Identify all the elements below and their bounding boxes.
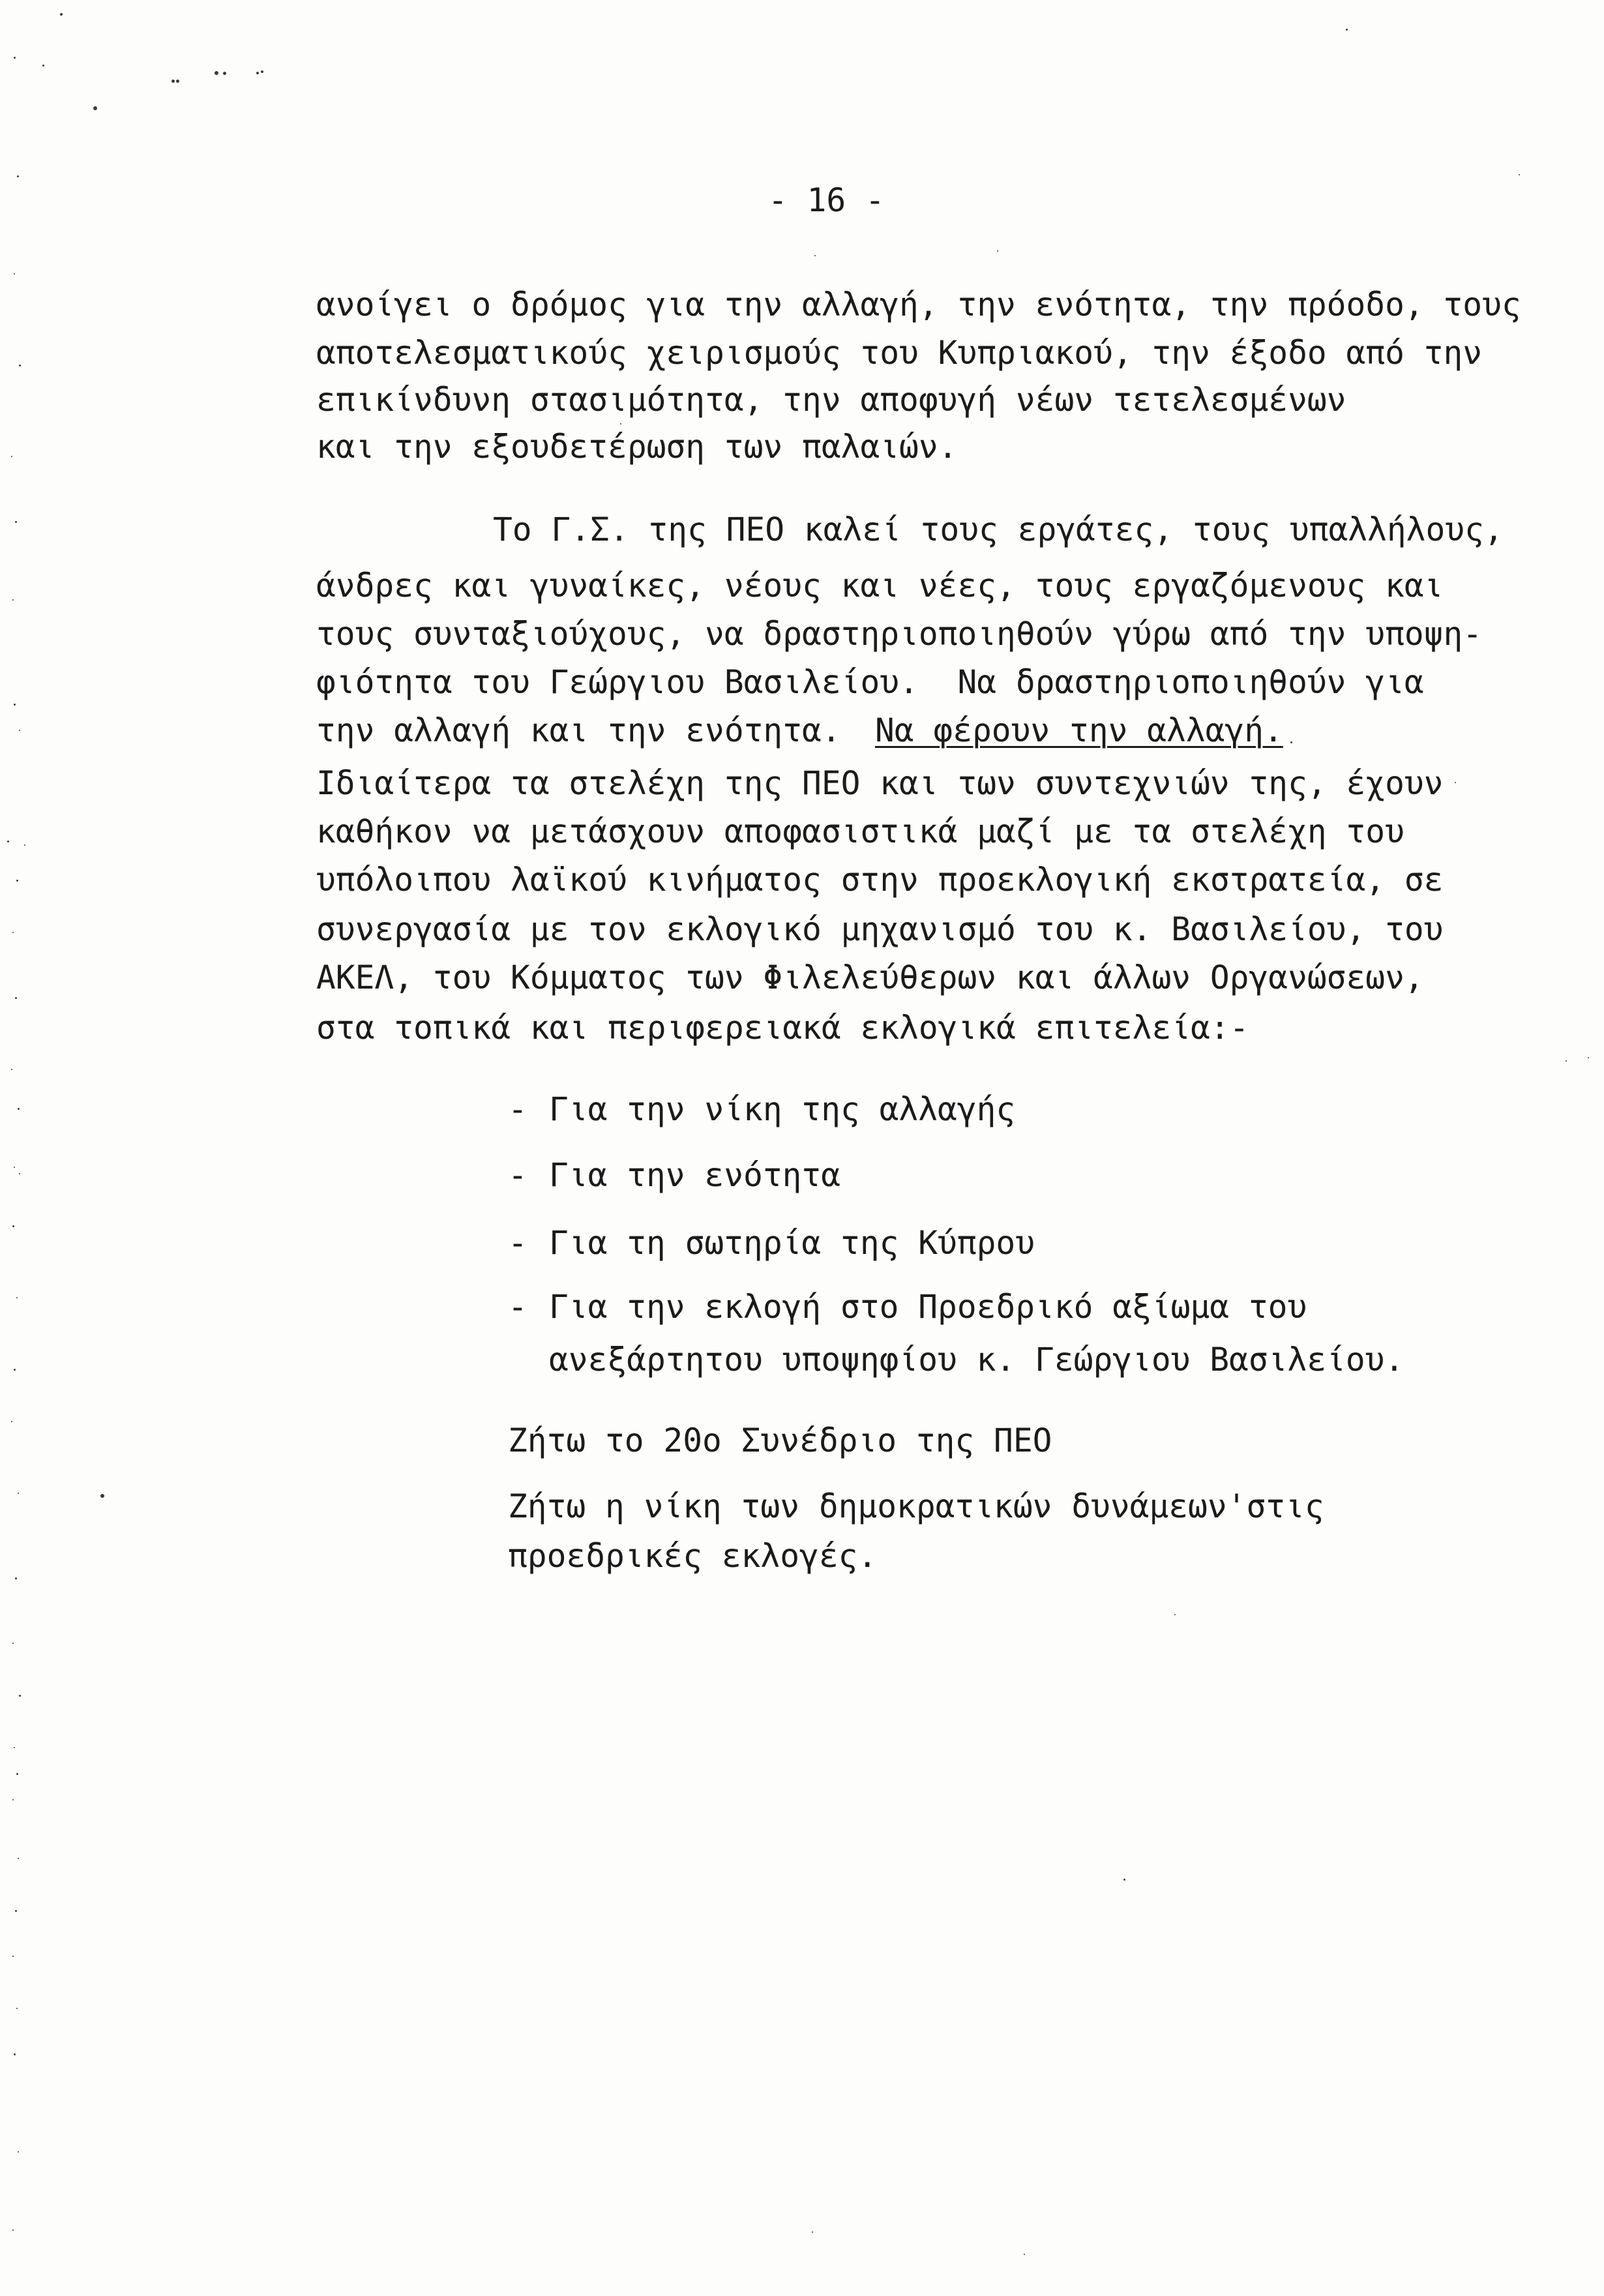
scan-speck <box>16 1297 18 1298</box>
list-dash: - <box>508 1224 527 1262</box>
scan-speck <box>1290 741 1292 743</box>
scan-speck <box>14 704 16 706</box>
scan-speck <box>15 521 17 523</box>
scan-speck <box>620 423 621 425</box>
scan-speck <box>24 844 25 846</box>
scan-speck <box>18 1108 20 1110</box>
scan-speck <box>1566 1060 1567 1062</box>
body-line: και την εξουδετέρωση των παλαιών. <box>316 428 958 466</box>
scan-speck <box>14 1369 16 1371</box>
list-dash: - <box>508 1090 527 1128</box>
list-item-text: Για τη σωτηρία της Κύπρου <box>549 1224 1035 1262</box>
body-line: Ιδιαίτερα τα στελέχη της ΠΕΟ και των συντεχνιών της, έχουν <box>316 764 1444 802</box>
scan-speck <box>11 456 12 457</box>
list-item-text: Για την νίκη της αλλαγής <box>549 1090 1016 1128</box>
body-line: υπόλοιπου λαϊκού κινήματος στην προεκλογική εκστρατεία, σε <box>316 861 1444 899</box>
scan-speck <box>223 72 226 75</box>
scan-speck <box>19 365 21 366</box>
list-dash: - <box>508 1288 527 1326</box>
body-line: την αλλαγή και την ενότητα. <box>316 711 841 749</box>
scan-speck <box>14 2053 16 2055</box>
body-line: συνεργασία με τον εκλογικό μηχανισμό του κ. Βασιλείου, του <box>316 910 1444 948</box>
scan-speck <box>12 2229 14 2231</box>
scan-speck <box>215 71 218 75</box>
body-line: φιότητα του Γεώργιου Βασιλείου. Να δραστηριοποιηθούν για <box>316 663 1424 701</box>
scan-speck <box>256 72 259 74</box>
scan-speck <box>16 880 18 882</box>
scan-speck <box>60 13 63 16</box>
scan-speck <box>14 273 15 275</box>
scan-speck <box>1024 2254 1025 2255</box>
scan-speck <box>12 1225 14 1227</box>
closing-line: Ζήτω το 20ο Συνέδριο της ΠΕΟ <box>508 1422 1052 1459</box>
body-line: άνδρες και γυναίκες, νέους και νέες, τους εργαζόμενους και <box>316 567 1444 604</box>
scan-speck <box>1588 1057 1589 1058</box>
scan-speck <box>18 1493 19 1494</box>
scan-speck <box>1519 174 1520 175</box>
scan-speck <box>100 1494 104 1498</box>
scan-speck <box>176 80 179 83</box>
scan-speck <box>18 2151 19 2153</box>
list-item-text: Για την εκλογή στο Προεδρικό αξίωμα του <box>549 1288 1307 1326</box>
body-line: Το Γ.Σ. της ΠΕΟ καλεί τους εργάτες, τους υπαλλήλους, <box>493 511 1504 548</box>
closing-line: Ζήτω η νίκη των δημοκρατικών δυνάμεων'στις <box>508 1487 1324 1525</box>
scan-speck <box>15 1577 17 1579</box>
list-item-text: Για την ενότητα <box>549 1156 841 1194</box>
scan-speck <box>7 841 9 842</box>
scan-speck <box>12 599 14 601</box>
scan-speck <box>14 57 16 59</box>
scan-speck <box>997 250 998 252</box>
scan-speck <box>16 2008 18 2009</box>
scan-speck <box>17 175 19 177</box>
scan-speck <box>19 730 20 731</box>
body-line: ΑΚΕΛ, του Κόμματος των Φιλελεύθερων και άλλων Οργανώσεων, <box>316 959 1424 996</box>
scan-speck <box>19 1173 20 1174</box>
scan-speck <box>812 2231 813 2233</box>
list-dash: - <box>508 1156 527 1194</box>
scan-speck <box>12 1643 14 1644</box>
scan-speck <box>1123 1879 1125 1881</box>
underlined-phrase: Να φέρουν την αλλαγή. <box>875 711 1283 749</box>
scan-speck <box>171 80 175 83</box>
scan-speck <box>261 70 263 73</box>
closing-line: προεδρικές εκλογές. <box>508 1537 878 1575</box>
scan-speck <box>19 1695 21 1697</box>
body-line: αποτελεσματικούς χειρισμούς του Κυπριακού, την έξοδο από την <box>316 334 1483 372</box>
scan-speck <box>12 932 14 933</box>
body-line: επικίνδυνη στασιμότητα, την αποφυγή νέων τετελεσμένων <box>316 381 1346 419</box>
scan-speck <box>14 1747 15 1748</box>
body-line: τους συνταξιούχους, να δραστηριοποιηθούν γύρω από την υποψη- <box>316 615 1483 653</box>
body-line: καθήκον να μετάσχουν αποφασιστικά μαζί με τα στελέχη του <box>316 813 1404 850</box>
scan-speck <box>93 106 97 110</box>
scan-speck <box>14 1167 15 1168</box>
body-line: ανοίγει ο δρόμος για την αλλαγή, την ενότητα, την πρόοδο, τους <box>316 286 1521 323</box>
list-item-text: ανεξάρτητου υποψηφίου κ. Γεώργιου Βασιλείου. <box>549 1341 1404 1379</box>
scan-speck <box>12 1799 14 1800</box>
scan-speck <box>11 1069 12 1070</box>
scan-speck <box>12 1956 14 1957</box>
body-line: στα τοπικά και περιφερειακά εκλογικά επιτελεία:- <box>316 1009 1249 1047</box>
scan-speck <box>15 997 17 999</box>
page-number: - 16 - <box>768 181 885 219</box>
scan-speck <box>11 1421 12 1422</box>
scan-speck <box>1174 1614 1176 1615</box>
scan-speck <box>16 1773 18 1775</box>
scan-speck <box>18 1858 19 1859</box>
scan-speck <box>1455 782 1456 783</box>
scan-speck <box>1346 29 1348 31</box>
scan-speck <box>814 255 816 256</box>
scan-speck <box>42 65 44 67</box>
scan-speck <box>15 1910 17 1912</box>
